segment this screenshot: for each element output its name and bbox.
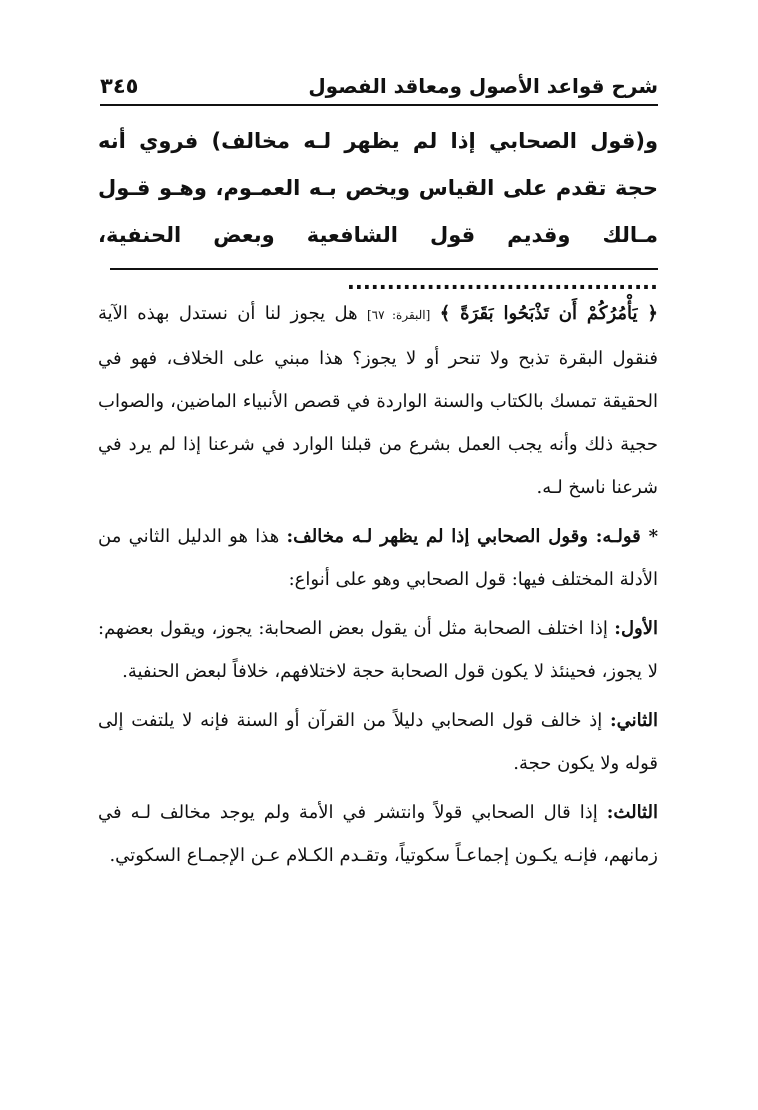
type-label: الثاني:: [609, 710, 658, 731]
book-title: شرح قواعد الأصول ومعاقد الفصول: [308, 74, 658, 98]
matn-text: و(قول الصحابي إذا لم يظهر لـه مخالف) فروي أنه حجة تقدم على القياس ويخص بـه العمـوم، وهـو قـول مـالك وقديم قول الشافعية وبعض الحنفية، .......................................: [98, 129, 658, 294]
commentary: [98, 292, 658, 877]
quran-verse: ﴿ يَأْمُرُكُمْ أَن تَذْبَحُوا بَقَرَةً ﴾: [439, 303, 658, 324]
page-number: ٣٤٥: [100, 74, 139, 98]
running-header: [100, 66, 658, 106]
paragraph-text: إذا قال الصحابي قولاً وانتشر في الأمة ولم يوجد مخالف لـه في زمانهم، فإنـه يكـون إجماعـاً سكوتياً، وتقـدم الكـلام عـن الإجمـاع السكوتي.: [98, 802, 658, 866]
separator-rule: [110, 268, 658, 270]
verse-citation: [البقرة: ٦٧]: [366, 308, 431, 322]
paragraph-text: إذ خالف قول الصحابي دليلاً من القرآن أو السنة فإنه لا يلتفت إلى قوله ولا يكون حجة.: [98, 710, 658, 774]
paragraph-type-first: [98, 607, 658, 693]
type-label: الثالث:: [606, 802, 658, 823]
paragraph-text: إذا اختلف الصحابة مثل أن يقول بعض الصحابة: يجوز، ويقول بعضهم: لا يجوز، فحينئذ لا يكون قول الصحابة حجة لاختلافهم، خلافاً لبعض الحنفية.: [98, 618, 658, 682]
paragraph-type-third: [98, 791, 658, 877]
paragraph-text: هل يجوز لنا أن نستدل بهذه الآية فنقول البقرة تذبح ولا تنحر أو لا يجوز؟ هذا مبني على الخلاف، فهو في الحقيقة تمسك بالكتاب والسنة الواردة في قصص الأنبياء الماضين، والصواب حجية ذلك وأنه يجب العمل بشرع من قبلنا الوارد في شرعنا إذا لم يرد في شرعنا ناسخ لـه.: [98, 303, 658, 498]
paragraph-type-second: [98, 699, 658, 785]
paragraph-quran: [98, 292, 658, 509]
paragraph-second-evidence: [98, 515, 658, 601]
type-label: الأول:: [614, 618, 658, 639]
paragraph-text: هذا هو الدليل الثاني من الأدلة المختلف فيها: قول الصحابي وهو على أنواع:: [98, 526, 658, 590]
paragraph-lead: * قولـه: وقول الصحابي إذا لم يظهر لـه مخالف:: [286, 526, 658, 547]
